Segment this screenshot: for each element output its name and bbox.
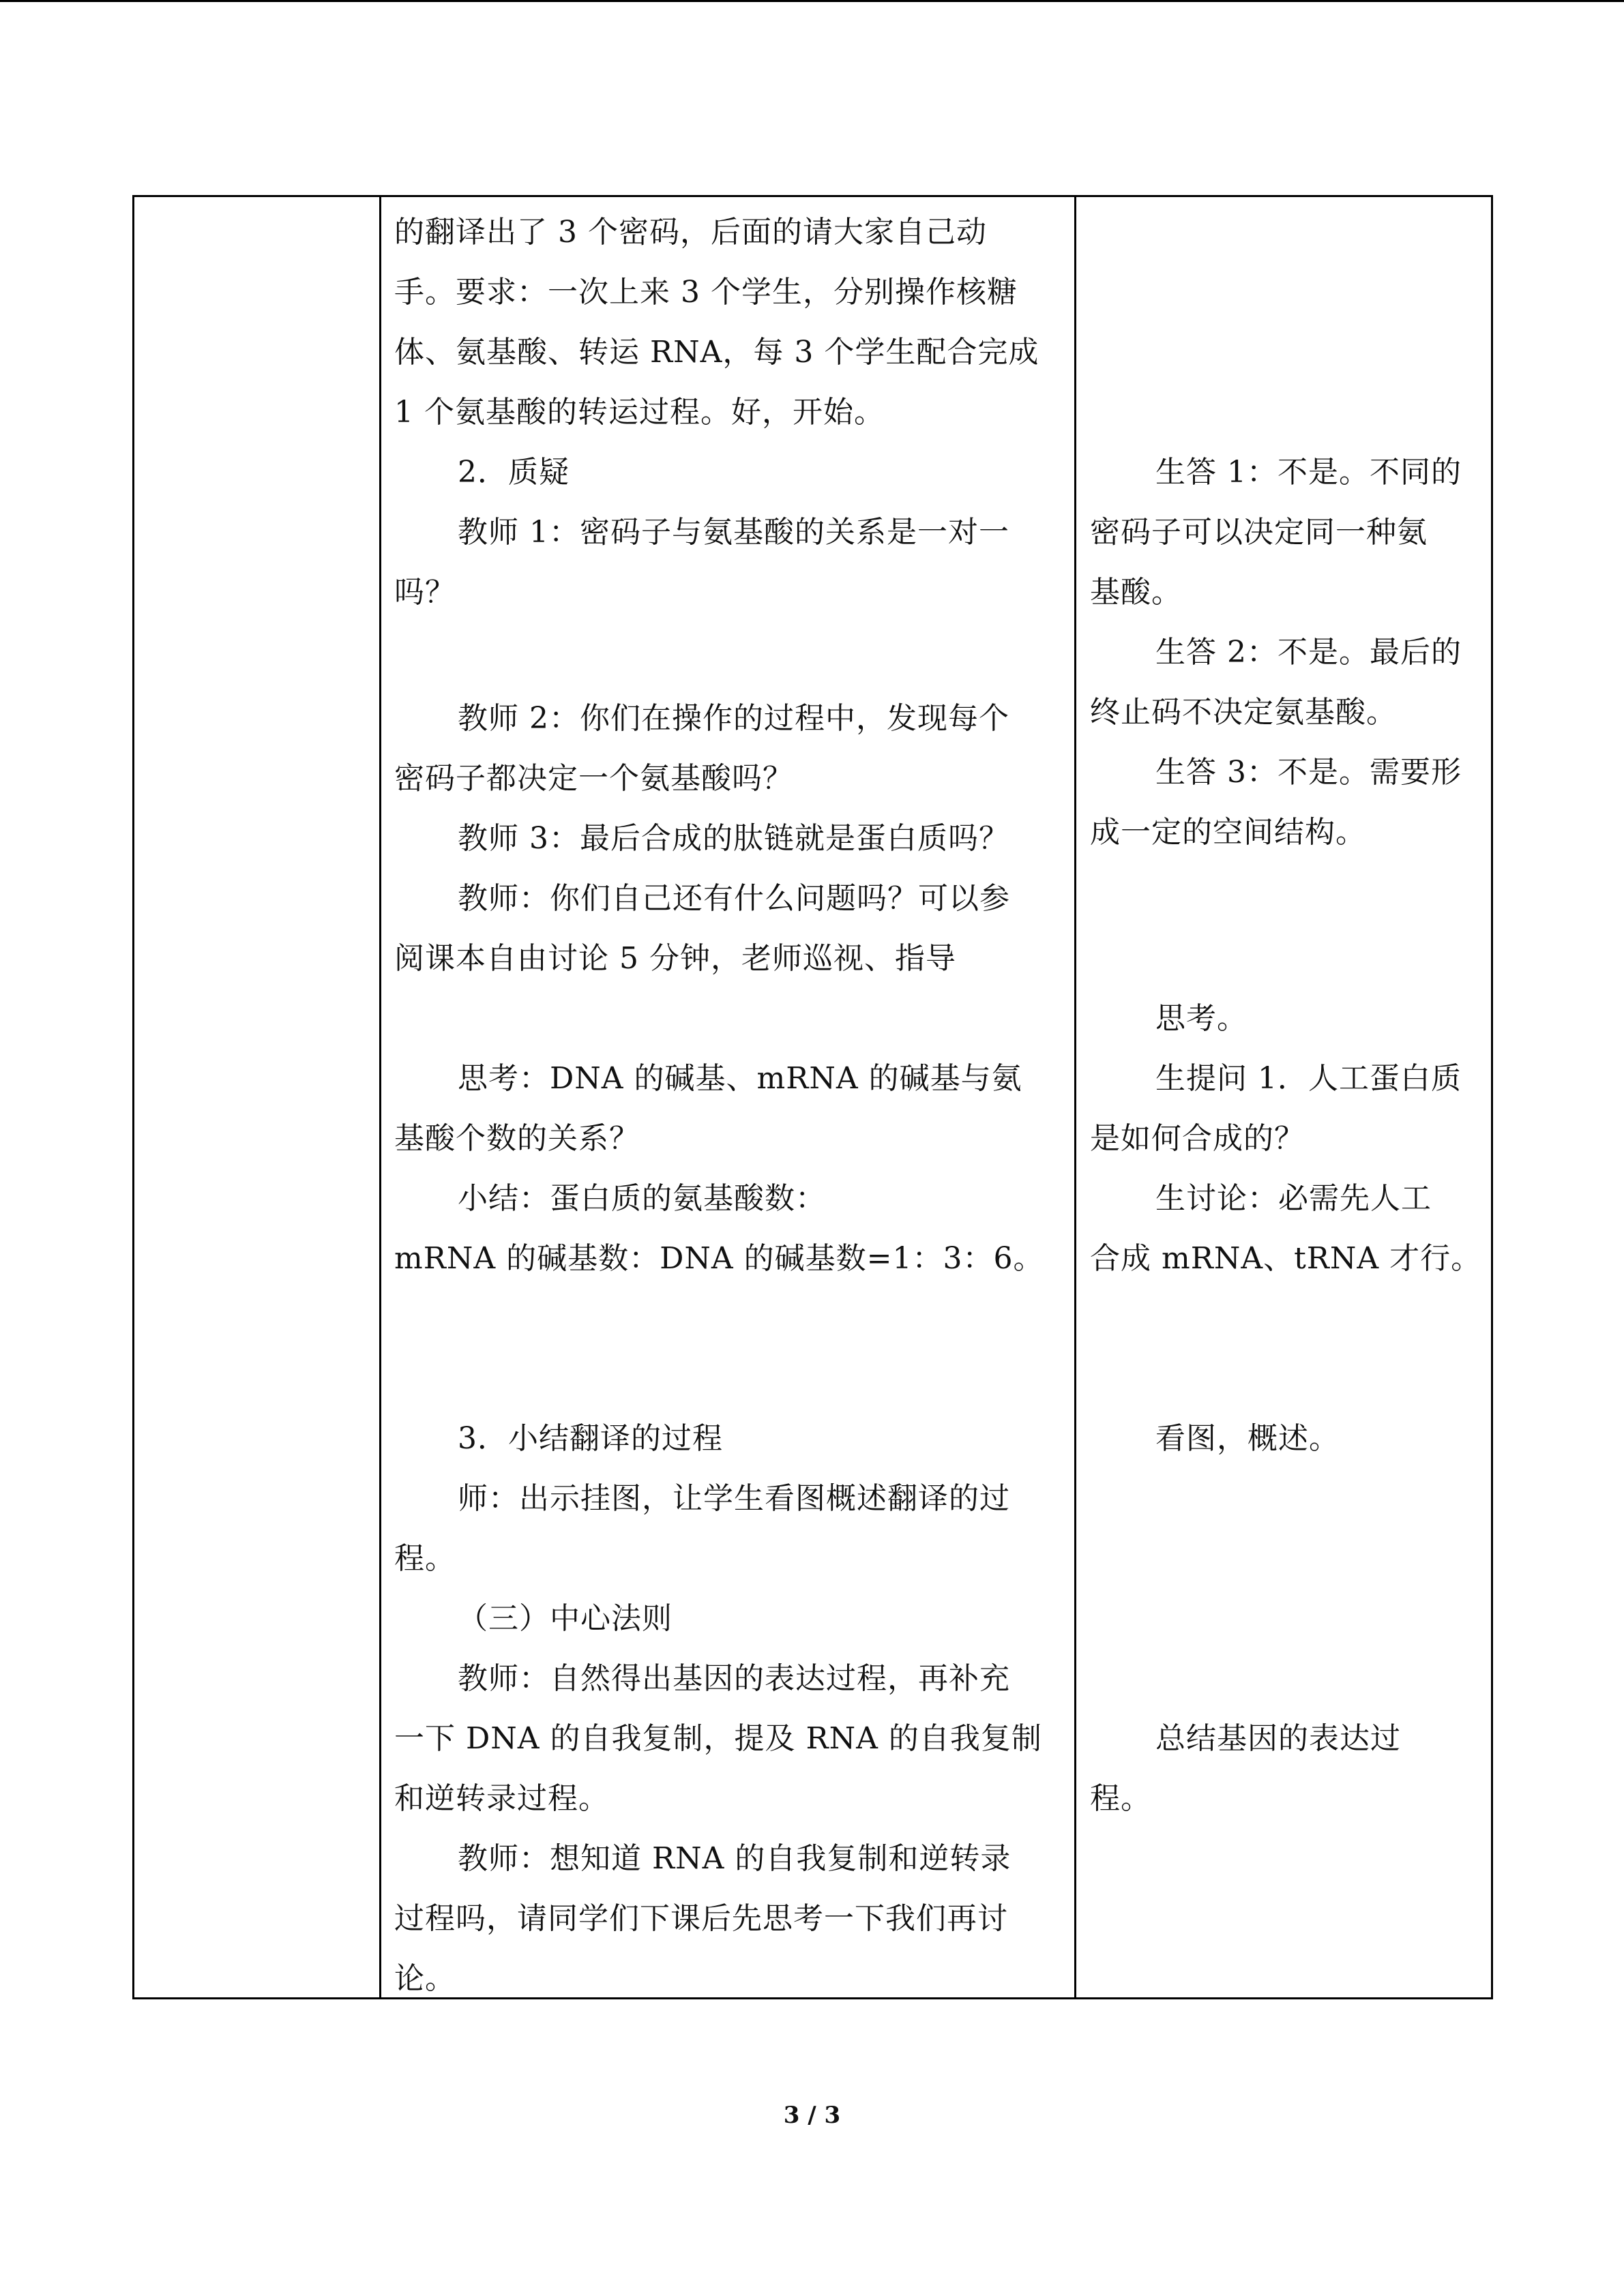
student-line: 合成 mRNA、tRNA 才行。 <box>1090 1241 1482 1276</box>
teacher-line: 手。要求：一次上来 3 个学生，分别操作核糖 <box>394 275 1018 310</box>
teacher-line: 体、氨基酸、转运 RNA，每 3 个学生配合完成 <box>394 335 1039 370</box>
teacher-line: 基酸个数的关系？ <box>394 1121 640 1156</box>
teacher-line: 的翻译出了 3 个密码，后面的请大家自己动 <box>394 215 987 250</box>
student-line: 基酸。 <box>1090 575 1182 610</box>
student-line: 成一定的空间结构。 <box>1090 815 1366 850</box>
teacher-line: 密码子都决定一个氨基酸吗？ <box>394 761 793 796</box>
student-line: 是如何合成的？ <box>1090 1121 1305 1156</box>
teacher-line: 吗？ <box>394 575 456 610</box>
student-line: 终止码不决定氨基酸。 <box>1090 695 1397 730</box>
student-line: 密码子可以决定同一种氨 <box>1090 515 1428 550</box>
teacher-line: 3．小结翻译的过程 <box>458 1421 723 1456</box>
student-line: 思考。 <box>1155 1001 1247 1036</box>
student-line: 看图，概述。 <box>1155 1421 1340 1456</box>
teacher-line: 和逆转录过程。 <box>394 1781 609 1816</box>
teacher-line: 思考：DNA 的碱基、mRNA 的碱基与氨 <box>458 1061 1022 1096</box>
teacher-line: 过程吗，请同学们下课后先思考一下我们再讨 <box>394 1901 1008 1936</box>
student-line: 生答 3：不是。需要形 <box>1155 755 1462 790</box>
teacher-line: 论。 <box>394 1961 456 1996</box>
teacher-line: 程。 <box>394 1541 456 1576</box>
teacher-line: 阅课本自由讨论 5 分钟，老师巡视、指导 <box>394 941 956 976</box>
teacher-line: （三）中心法则 <box>458 1601 673 1636</box>
teacher-line: 教师 1：密码子与氨基酸的关系是一对一 <box>458 515 1009 550</box>
teacher-line: 2．质疑 <box>458 455 570 490</box>
teacher-line: 教师：想知道 RNA 的自我复制和逆转录 <box>458 1841 1012 1876</box>
teacher-line: 教师 2：你们在操作的过程中，发现每个 <box>458 701 1009 736</box>
student-line: 生答 1：不是。不同的 <box>1155 455 1462 490</box>
teacher-line: 教师：你们自己还有什么问题吗？可以参 <box>458 881 1010 916</box>
top-border-line <box>0 0 1624 2</box>
teacher-line: mRNA 的碱基数：DNA 的碱基数=1：3：6。 <box>394 1241 1044 1276</box>
teacher-line: 小结：蛋白质的氨基酸数： <box>458 1181 826 1216</box>
teacher-line: 教师 3：最后合成的肽链就是蛋白质吗？ <box>458 821 1009 856</box>
teacher-line: 师：出示挂图，让学生看图概述翻译的过 <box>458 1481 1010 1516</box>
teacher-line: 一下 DNA 的自我复制，提及 RNA 的自我复制 <box>394 1721 1042 1756</box>
teacher-line: 1 个氨基酸的转运过程。好，开始。 <box>394 395 885 430</box>
student-line: 生答 2：不是。最后的 <box>1155 635 1462 670</box>
column-divider-left <box>379 197 381 1997</box>
student-line: 生讨论：必需先人工 <box>1155 1181 1432 1216</box>
student-line: 程。 <box>1090 1781 1151 1816</box>
teacher-line: 教师：自然得出基因的表达过程，再补充 <box>458 1661 1010 1696</box>
column-divider-right <box>1074 197 1076 1997</box>
lesson-table <box>132 195 1493 1999</box>
page-number: 3 / 3 <box>783 2102 841 2129</box>
student-line: 总结基因的表达过 <box>1155 1721 1401 1756</box>
student-line: 生提问 1．人工蛋白质 <box>1155 1061 1462 1096</box>
